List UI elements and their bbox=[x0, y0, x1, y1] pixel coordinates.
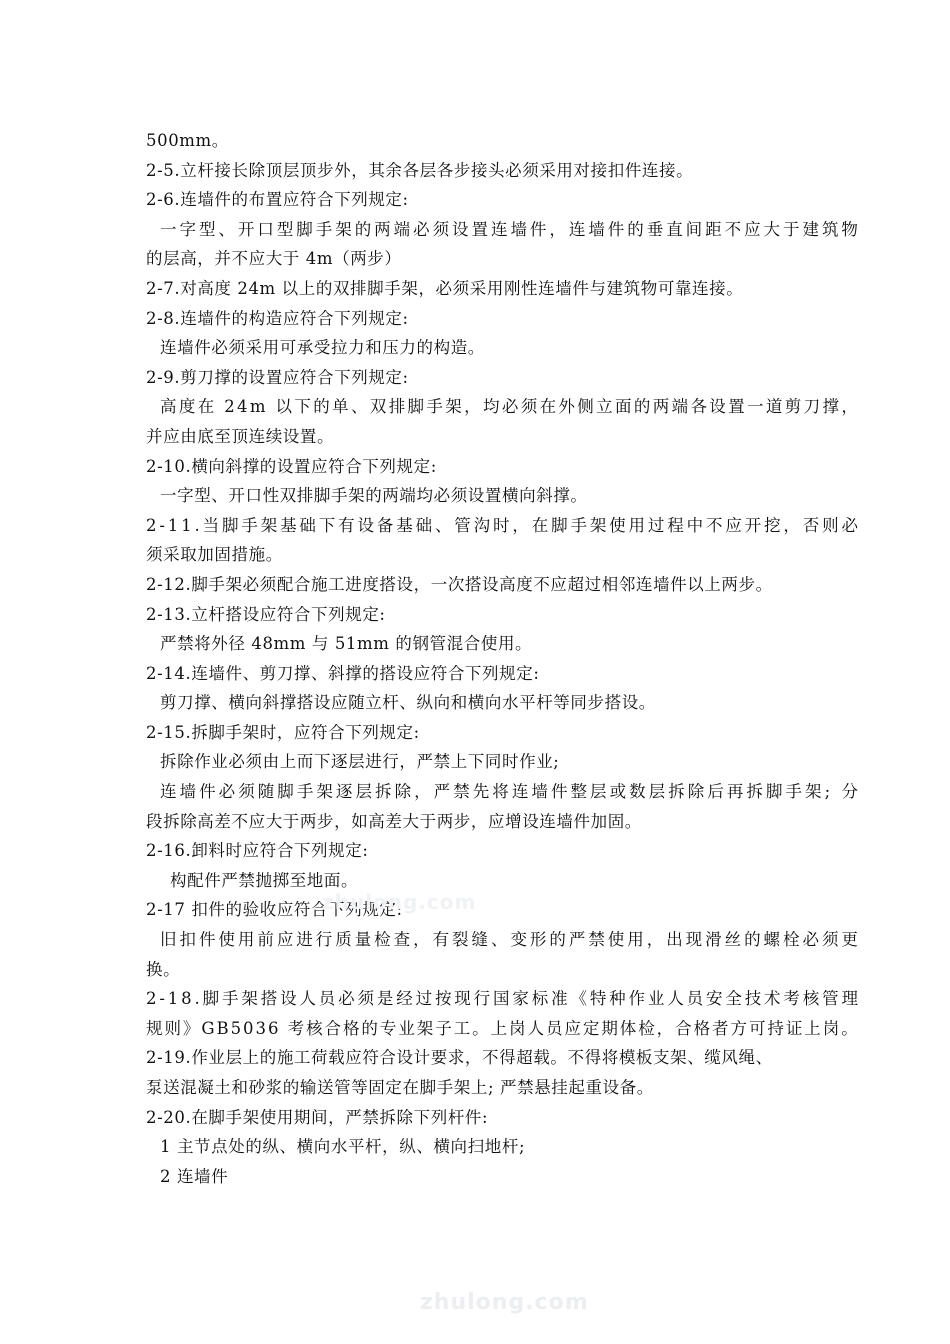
clause-2-17-heading: 2-17 扣件的验收应符合下列规定: bbox=[146, 900, 403, 920]
document-body bbox=[146, 126, 858, 1191]
text-line: 剪刀撑、横向斜撑搭设应随立杆、纵向和横向水平杆等同步搭设。 bbox=[160, 693, 656, 713]
clause-2-18: 2 - 1 8 . 脚 手 架 搭 设 人 员 必 须 是 经 过 按 现 行 国 家 标 准 《 特 种 作 业 人 员 安 全 技 术 考 核 管 理 bbox=[146, 989, 858, 1009]
text-line: 连墙件必须采用可承受拉力和压力的构造。 bbox=[160, 338, 485, 358]
watermark: zhulong.com bbox=[322, 890, 477, 914]
text-line: 段拆除高差不应大于两步，如高差大于两步，应增设连墙件加固。 bbox=[146, 811, 642, 831]
text-line: 构配件严禁抛掷至地面。 bbox=[170, 870, 359, 890]
text-line: 1 主节点处的纵、横向水平杆，纵、横向扫地杆; bbox=[160, 1137, 526, 1157]
text-line: 严禁将外径 48mm 与 51mm 的钢管混合使用。 bbox=[160, 634, 533, 654]
text-line: 的层高，并不应大于 4m（两步） bbox=[146, 249, 402, 269]
clause-2-12: 2-12.脚手架必须配合施工进度搭设，一次搭设高度不应超过相邻连墙件以上两步。 bbox=[146, 574, 773, 594]
clause-2-5: 2-5.立杆接长除顶层顶步外，其余各层各步接头必须采用对接扣件连接。 bbox=[146, 160, 694, 180]
text-line: 2 连墙件 bbox=[160, 1166, 229, 1186]
clause-2-14-heading: 2-14.连墙件、剪刀撑、斜撑的搭设应符合下列规定: bbox=[146, 663, 540, 683]
text-line-justified: 高 度 在 2 4 m 以 下 的 单 、 双 排 脚 手 架 ， 均 必 须 在 外 侧 立 面 的 两 端 各 设 置 一 道 剪 刀 撑 ， bbox=[160, 397, 858, 417]
clause-2-19: 2-19.作业层上的施工荷载应符合设计要求，不得超载。不得将模板支架、缆风绳、 bbox=[146, 1048, 773, 1068]
text-line: 一字型、开口性双排脚手架的两端均必须设置横向斜撑。 bbox=[160, 486, 588, 506]
clause-2-6-heading: 2-6.连墙件的布置应符合下列规定: bbox=[146, 190, 409, 210]
text-line-justified: 连 墙 件 必 须 随 脚 手 架 逐 层 拆 除 ， 严 禁 先 将 连 墙 件 整 层 或 数 层 拆 除 后 再 拆 脚 手 架 ; 分 bbox=[160, 782, 858, 802]
watermark-bottom: zhulong.com bbox=[420, 1290, 589, 1315]
clause-2-11: 2 - 1 1 . 当 脚 手 架 基 础 下 有 设 备 基 础 、 管 沟 时 ， 在 脚 手 架 使 用 过 程 中 不 应 开 挖 ， 否 则 必 bbox=[146, 515, 858, 535]
text-line: 并应由底至顶连续设置。 bbox=[146, 426, 335, 446]
text-line-justified: 一 字 型 、 开 口 型 脚 手 架 的 两 端 必 须 设 置 连 墙 件 ， 连 墙 件 的 垂 直 间 距 不 应 大 于 建 筑 物 bbox=[160, 219, 858, 239]
clause-2-15-heading: 2-15.拆脚手架时，应符合下列规定: bbox=[146, 722, 420, 742]
clause-2-16-heading: 2-16.卸料时应符合下列规定: bbox=[146, 841, 369, 861]
text-line-justified: 规 则 》 G B 5 0 3 6 考 核 合 格 的 专 业 架 子 工 。 上 岗 人 员 应 定 期 体 检 ， 合 格 者 方 可 持 证 上 岗 。 bbox=[146, 1018, 858, 1038]
clause-2-9-heading: 2-9.剪刀撑的设置应符合下列规定: bbox=[146, 367, 409, 387]
clause-2-7: 2-7.对高度 24m 以上的双排脚手架，必须采用刚性连墙件与建筑物可靠连接。 bbox=[146, 278, 744, 298]
text-line-justified: 旧 扣 件 使 用 前 应 进 行 质 量 检 查 ， 有 裂 缝 、 变 形 的 严 禁 使 用 ， 出 现 滑 丝 的 螺 栓 必 须 更 bbox=[160, 930, 858, 950]
text-line: 泵送混凝土和砂浆的输送管等固定在脚手架上; 严禁悬挂起重设备。 bbox=[146, 1078, 654, 1097]
clause-2-13-heading: 2-13.立杆搭设应符合下列规定: bbox=[146, 604, 386, 624]
text-line: 须采取加固措施。 bbox=[146, 545, 283, 565]
clause-2-20-heading: 2-20.在脚手架使用期间，严禁拆除下列杆件: bbox=[146, 1107, 489, 1127]
text-line: 换。 bbox=[146, 959, 181, 979]
text-line: 500mm。 bbox=[146, 131, 229, 150]
clause-2-10-heading: 2-10.横向斜撑的设置应符合下列规定: bbox=[146, 456, 437, 476]
text-line: 拆除作业必须由上而下逐层进行，严禁上下同时作业; bbox=[160, 752, 560, 772]
clause-2-8-heading: 2-8.连墙件的构造应符合下列规定: bbox=[146, 308, 409, 328]
